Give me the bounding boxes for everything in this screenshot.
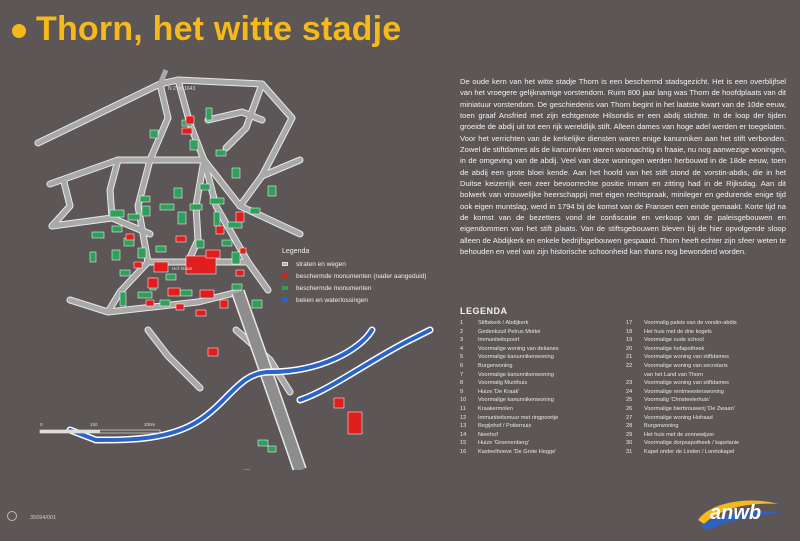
legend-heading: LEGENDA: [460, 306, 508, 316]
legend-entry-number: 21: [626, 354, 633, 361]
legend-entry-number: 24: [626, 388, 633, 395]
map-scale-bar: [40, 430, 160, 433]
map-legend-title: Legenda: [282, 248, 310, 255]
monument-building: [140, 196, 150, 202]
monument-building: [178, 212, 186, 224]
legend-entry-number: 12: [460, 414, 467, 421]
legend-entry: [626, 448, 786, 457]
monument-building: [180, 290, 192, 296]
numbered-monument-building: [236, 212, 244, 222]
map-road-label: N 2 tot 1643: [168, 86, 196, 92]
red-swatch-icon: [282, 274, 288, 278]
legend-entry-label: Huize 'Groenenberg': [478, 440, 529, 447]
map-street-label: Hof Straat: [172, 266, 193, 271]
street: [52, 182, 70, 226]
legend-entry-number: 26: [626, 405, 633, 412]
legend-list-right: [626, 319, 786, 457]
legend-entry-label: Kasteelhoeve 'De Grote Hegge': [478, 448, 557, 455]
monument-building: [90, 252, 96, 262]
legend-entry: [626, 362, 786, 371]
map-legend-label: straten en wegen: [296, 260, 346, 268]
legend-entry-number: 30: [626, 440, 633, 447]
scale-bar-segment: [40, 430, 100, 433]
legend-entry: [460, 422, 620, 431]
legend-entry-number: 31: [626, 448, 633, 455]
legend-entry: [626, 439, 786, 448]
legend-entry-label: Voormalig paleis van de vorstin-abdis: [644, 320, 737, 326]
monument-building: [222, 240, 232, 246]
legend-entry: [460, 319, 620, 328]
monument-building: [232, 252, 240, 264]
legend-entry-label: Voormalige dorpsapotheek / kapelanie: [644, 440, 740, 447]
legend-entry-number: 23: [626, 380, 633, 387]
monument-building: [206, 108, 212, 120]
legend-entry: [460, 388, 620, 397]
monument-building: [216, 150, 226, 156]
legend-entry-label: Voormalige woning van stiftdames: [644, 380, 729, 387]
street: [148, 330, 200, 388]
legend-entry: [626, 336, 786, 345]
street: [248, 262, 268, 290]
legend-entry: [626, 431, 786, 440]
numbered-monument-building: [176, 236, 186, 242]
monument-building: [112, 250, 120, 260]
legend-entry-number: 18: [626, 328, 633, 335]
legend-entry-label: Burgerwoning: [644, 423, 679, 430]
monument-building: [166, 274, 176, 280]
legend-entry-label: van het Land van Thorn: [644, 371, 703, 378]
numbered-monument-building: [200, 290, 214, 298]
brand-name: anwb: [710, 502, 762, 524]
legend-entry: [626, 405, 786, 414]
legend-entry-label: Begijnhof / Potternuis: [478, 423, 532, 430]
monument-building: [250, 208, 260, 214]
legend-entry-number: 2: [460, 328, 464, 335]
legend-entry-label: Voormalige kanunnikenwoning: [478, 397, 554, 404]
legend-entry-label: Immuniteitspoort: [478, 337, 520, 344]
scale-label-mid: 150: [90, 422, 98, 427]
legend-entry: [626, 345, 786, 354]
monument-building: [138, 248, 146, 258]
legend-entry-label: Voormalige kanunnikenwoning: [478, 371, 554, 378]
legend-entry-label: Immuniteitsmuur met ringpoortje: [478, 414, 559, 421]
green-swatch-icon: [282, 286, 288, 290]
monument-building: [142, 206, 150, 216]
legend-entry-label: Voormalige rentmeesterswoning: [644, 388, 724, 395]
anwb-logo-icon: [690, 494, 790, 534]
town-map: [0, 0, 460, 470]
legend-entry-number: 10: [460, 397, 467, 404]
legend-entry-number: 9: [460, 388, 464, 395]
legend-entry: [626, 422, 786, 431]
monument-building: [112, 226, 122, 232]
legend-entry-number: 16: [460, 448, 467, 455]
legend-entry-number: 7: [460, 371, 464, 378]
legend-entry: [460, 379, 620, 388]
legend-entry-number: 25: [626, 397, 633, 404]
legend-entry-number: 28: [626, 423, 633, 430]
street: [70, 300, 108, 312]
legend-entry: [460, 371, 620, 380]
street: [240, 206, 300, 234]
street-swatch-icon: [282, 262, 288, 266]
monument-building: [160, 300, 170, 306]
monument-building: [120, 292, 126, 306]
map-streets: [38, 70, 300, 470]
monument-building: [196, 240, 204, 248]
legend-entry-number: 17: [626, 320, 633, 326]
map-legend-label: beschermde monumenten (nader aangeduid): [296, 272, 427, 280]
legend-entry-label: Huize 'De Kraak': [478, 388, 520, 395]
legend-entry: [626, 371, 786, 380]
legend-entry-label: Voormalige kanunnikenwoning: [478, 354, 554, 361]
legend-entry: [460, 328, 620, 337]
seal-badge-icon: [7, 511, 17, 521]
legend-entry: [460, 439, 620, 448]
legend-entry-label: Voormalig 'Christeelerhuis': [644, 397, 710, 404]
legend-entry: [626, 319, 786, 328]
legend-entry: [460, 396, 620, 405]
legend-entry-number: 11: [460, 405, 466, 412]
sign-code: 35694/001: [30, 515, 56, 521]
legend-entry-number: 5: [460, 354, 464, 361]
legend-entry-number: [626, 371, 644, 380]
legend-list-left: [460, 319, 620, 457]
legend-entry-label: Voormalige bierbrouwerij 'De Zwaan': [644, 405, 735, 412]
monument-building: [156, 246, 166, 252]
numbered-monument-building: [334, 398, 344, 408]
monument-building: [138, 292, 152, 298]
map-legend-item: [282, 258, 452, 270]
numbered-monument-building: [220, 300, 228, 308]
legend-entry-label: Neerhof: [478, 431, 498, 438]
legend-entry-label: Voormalige hofapotheek: [644, 345, 705, 352]
legend-entry-label: Kapel onder de Linden / Loretokapel: [644, 448, 735, 455]
map-legend-item: [282, 282, 452, 294]
numbered-monument-building: [236, 270, 244, 276]
legend-entry-number: 29: [626, 431, 633, 438]
legend-entry-number: 22: [626, 362, 633, 369]
legend-entry-label: Het huis met de zonnewijzer: [644, 431, 715, 438]
legend-entry-number: 1: [460, 320, 464, 326]
numbered-monument-building: [148, 278, 158, 288]
legend-entry: [460, 353, 620, 362]
legend-entry-label: Voormalige woning Hofraad: [644, 414, 713, 421]
legend-entry-label: Voormalige woning van dekanes: [478, 345, 559, 352]
monument-building: [232, 168, 240, 178]
legend-entry: [626, 396, 786, 405]
street: [108, 262, 148, 312]
monument-building: [174, 188, 182, 198]
legend-entry: [460, 336, 620, 345]
numbered-monument-building: [126, 234, 134, 240]
legend-entry: [626, 388, 786, 397]
numbered-monument-building: [186, 256, 216, 274]
map-legend-label: beschermde monumenten: [296, 284, 372, 292]
monument-building: [214, 212, 220, 226]
legend-entry-number: 20: [626, 345, 633, 352]
page-title: Thorn, het witte stadje: [36, 10, 402, 48]
numbered-monument-building: [134, 262, 142, 268]
map-legend-label: beken en waterlossingen: [296, 296, 368, 304]
numbered-monument-building: [208, 348, 218, 356]
numbered-monument-building: [154, 262, 168, 272]
numbered-monument-building: [176, 304, 184, 310]
legend-entry: [626, 414, 786, 423]
numbered-monument-building: [196, 310, 206, 316]
legend-entry-label: Stiftskerk / Abdijkerk: [478, 320, 529, 326]
numbered-monument-building: [168, 288, 180, 296]
legend-entry: [626, 353, 786, 362]
legend-entry-number: 13: [460, 423, 467, 430]
scale-label-start: 0: [40, 422, 43, 427]
map-legend: [282, 248, 452, 306]
scale-label-end: 200m: [144, 422, 156, 427]
map-legend-item: [282, 294, 452, 306]
numbered-monument-building: [348, 412, 362, 434]
legend-entry: [460, 405, 620, 414]
monument-building: [190, 140, 198, 150]
legend-entry-label: Gedenkzuil Petrus Motké: [478, 328, 541, 335]
legend-entry-number: 15: [460, 440, 467, 447]
monument-building: [160, 204, 174, 210]
numbered-monument-building: [182, 128, 192, 134]
legend-entry-label: Het huis met de drie kogels: [644, 328, 712, 335]
legend-entry-number: 6: [460, 362, 464, 369]
numbered-monument-building: [216, 226, 224, 234]
monument-building: [228, 222, 242, 228]
legend-entry: [460, 345, 620, 354]
legend-entry-label: Kraakermolen: [478, 405, 513, 412]
legend-entry-number: 14: [460, 431, 467, 438]
monument-building: [210, 198, 224, 204]
numbered-monument-building: [146, 300, 154, 306]
monument-building: [252, 300, 262, 308]
legend-entry-number: 8: [460, 380, 464, 387]
monument-building: [120, 270, 130, 276]
monument-building: [92, 232, 104, 238]
legend-entry-label: Voormalige oude school: [644, 337, 704, 344]
legend-entry: [460, 448, 620, 457]
blue-swatch-icon: [282, 298, 288, 302]
monument-building: [150, 130, 158, 138]
legend-entry: [626, 379, 786, 388]
legend-entry: [626, 328, 786, 337]
legend-entry-label: Voormalig Munthuis: [478, 380, 528, 387]
monument-building: [190, 204, 202, 210]
legend-entry-number: 27: [626, 414, 633, 421]
monument-building: [268, 186, 276, 196]
legend-entry-number: 4: [460, 345, 464, 352]
legend-entry-number: 19: [626, 337, 633, 344]
legend-entry-number: 3: [460, 337, 464, 344]
monument-building: [200, 184, 210, 190]
legend-entry: [460, 431, 620, 440]
numbered-monument-building: [240, 248, 246, 254]
intro-paragraph: De oude kern van het witte stadje Thorn is een beschermd stadsgezicht. Het is een overblijfsel van het vroegere gelijknamige vorstendom. Ruim 800 jaar lang was Thorn de hoofdplaats van dit miniatuur vorstendom. De geschiedenis van Thorn begint in het laatste kwart van de 10de eeuw, toen graaf Ansfried met zijn echtgenote Hilsondis er een abdij stichtte. In de loop der tijden groeide de abdij uit tot een rijk wereldlijk stift. Alleen dames van hoge adel werden er toegelaten. Voor het verrichten van de kerkelijke diensten waren enige kanunniken aan het stift verbonden. Zowel de stiftdames als de kanunniken waren woonachtig in fraaie, nu nog aanwezige woningen, in de omgeving van de abdij. Veel van deze woningen werden herbouwd in de 18de eeuw, toen de abdij een grote bloei kende. Aan het hoofd van het stift stond de vorstin-abdis, die in het Duitse keizerrijk een zeer bevoorrechte positie innam en zitting had in de Rijksdag. Aan dit bolwerk van vrouwelijke heerschappij met eigen rechtspraak, minileger en gedurende enige tijd ook eigen muntslag, werd in 1794 bij de komst van de Fransen een einde gemaakt. Korte tijd na de komst van de bezetters vond de confiscatie en verkoop van de paleisgebouwen en eigendommen van het stift plaats. Van de stiftsgebouwen bleven bij de hier opvolgende sloop alleen de Abdijkerk en enkele bedrijfsgebouwen gespaard. Thorn heeft echter zijn sfeer weten te behouden en veel van zijn historische schoonheid kan thans nog bewonderd worden.: [460, 77, 786, 257]
legend-entry-label: Burgerwoning: [478, 362, 513, 369]
monument-building: [110, 210, 124, 217]
monument-building: [128, 214, 140, 220]
monument-building: [268, 446, 276, 452]
legend-entry: [460, 362, 620, 371]
legend-entry: [460, 414, 620, 423]
legend-entry-label: Voormalige woning van secretaris: [644, 362, 728, 369]
monument-building: [232, 284, 242, 290]
monument-building: [258, 440, 268, 446]
numbered-monument-building: [186, 116, 194, 124]
map-legend-item: [282, 270, 452, 282]
numbered-monument-building: [206, 250, 220, 258]
legend-entry-label: Voormalige woning van stiftdames: [644, 354, 729, 361]
